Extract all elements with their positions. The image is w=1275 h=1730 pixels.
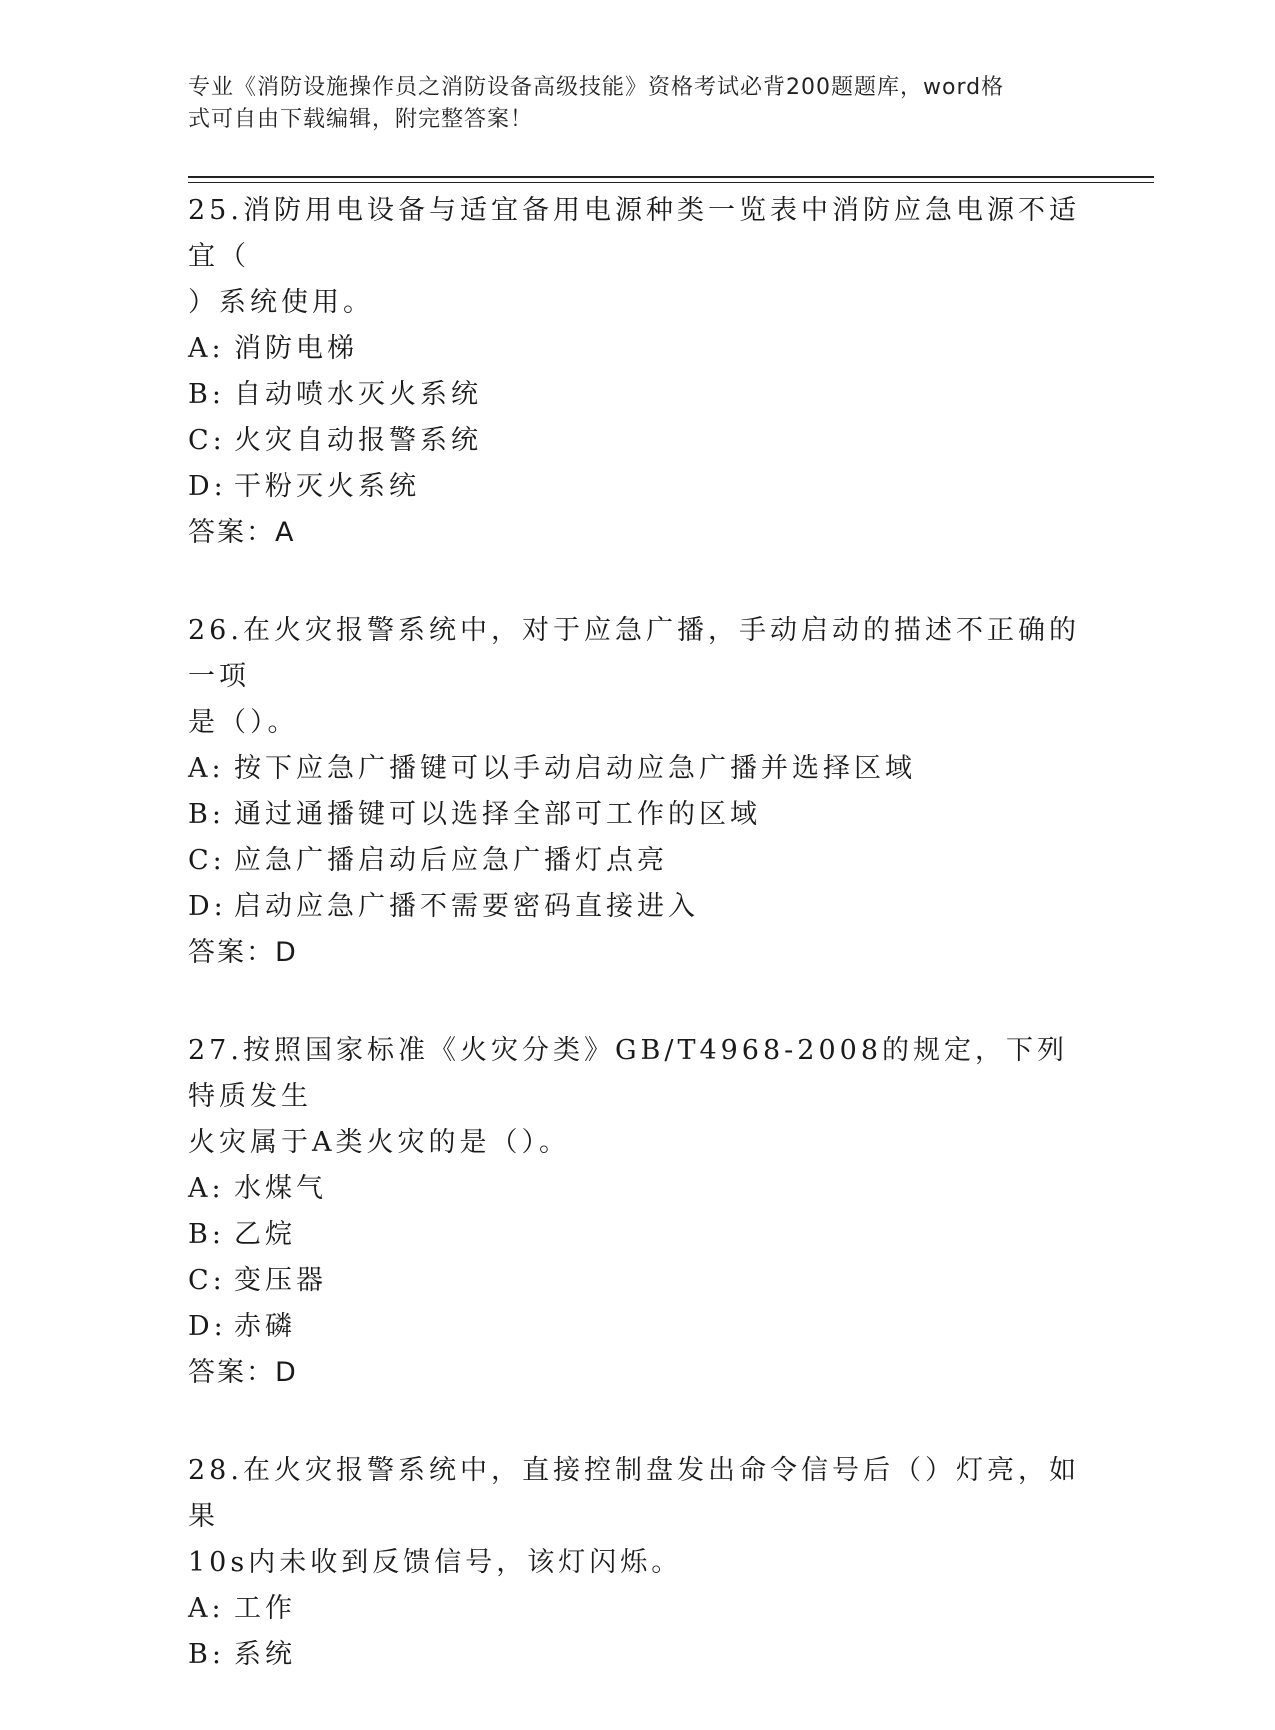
question-stem-line-2: 10s内未收到反馈信号，该灯闪烁。 bbox=[188, 1547, 683, 1578]
option-text: 消防电梯 bbox=[234, 333, 358, 364]
question-stem-line-2: ）系统使用。 bbox=[188, 287, 374, 318]
option-d bbox=[188, 1304, 1088, 1350]
question-stem-line-1: 26.在火灾报警系统中，对于应急广播，手动启动的描述不正确的一项 bbox=[188, 615, 1080, 692]
option-letter: A: bbox=[188, 333, 225, 364]
option-letter: C: bbox=[188, 845, 226, 876]
question-stem-line-1: 28.在火灾报警系统中，直接控制盘发出命令信号后（）灯亮，如果 bbox=[188, 1455, 1080, 1532]
question-25 bbox=[188, 188, 1088, 556]
question-list bbox=[188, 188, 1088, 1730]
option-text: 变压器 bbox=[234, 1265, 327, 1296]
option-text: 自动喷水灭火系统 bbox=[234, 379, 482, 410]
option-b bbox=[188, 372, 1088, 418]
option-c bbox=[188, 1258, 1088, 1304]
option-text: 系统 bbox=[234, 1639, 296, 1670]
option-a bbox=[188, 326, 1088, 372]
option-letter: A: bbox=[188, 753, 225, 784]
header-line-1: 专业《消防设施操作员之消防设备高级技能》资格考试必背200题题库，word格 bbox=[188, 75, 1005, 100]
option-letter: A: bbox=[188, 1173, 225, 1204]
question-27 bbox=[188, 1028, 1088, 1396]
option-letter: A: bbox=[188, 1593, 225, 1624]
question-stem bbox=[188, 1448, 1088, 1586]
option-text: 赤磷 bbox=[234, 1311, 296, 1342]
answer-line: 答案：A bbox=[188, 517, 296, 548]
header-divider-thin bbox=[188, 182, 1154, 183]
option-letter: B: bbox=[188, 799, 225, 830]
option-c bbox=[188, 418, 1088, 464]
option-letter: B: bbox=[188, 1639, 225, 1670]
option-text: 火灾自动报警系统 bbox=[234, 425, 482, 456]
question-stem-line-1: 27.按照国家标准《火灾分类》GB/T4968-2008的规定，下列特质发生 bbox=[188, 1035, 1069, 1112]
answer-line: 答案：D bbox=[188, 937, 298, 968]
option-c bbox=[188, 838, 1088, 884]
option-a bbox=[188, 746, 1088, 792]
document-header bbox=[188, 72, 1068, 136]
question-stem-line-1: 25.消防用电设备与适宜备用电源种类一览表中消防应急电源不适宜（ bbox=[188, 195, 1080, 272]
question-stem bbox=[188, 608, 1088, 746]
option-letter: C: bbox=[188, 425, 226, 456]
option-d bbox=[188, 884, 1088, 930]
option-letter: D: bbox=[188, 1311, 227, 1342]
option-letter: D: bbox=[188, 891, 227, 922]
option-text: 应急广播启动后应急广播灯点亮 bbox=[234, 845, 668, 876]
question-stem bbox=[188, 1028, 1088, 1166]
answer-line: 答案：D bbox=[188, 1357, 298, 1388]
option-text: 工作 bbox=[234, 1593, 296, 1624]
option-a bbox=[188, 1586, 1088, 1632]
question-stem-line-2: 火灾属于A类火灾的是（）。 bbox=[188, 1127, 570, 1158]
option-letter: B: bbox=[188, 1219, 225, 1250]
option-b bbox=[188, 1632, 1088, 1678]
option-letter: B: bbox=[188, 379, 225, 410]
option-b bbox=[188, 792, 1088, 838]
option-text: 通过通播键可以选择全部可工作的区域 bbox=[234, 799, 761, 830]
option-text: 水煤气 bbox=[234, 1173, 327, 1204]
option-b bbox=[188, 1212, 1088, 1258]
option-text: 乙烷 bbox=[234, 1219, 296, 1250]
header-line-2: 式可自由下载编辑，附完整答案！ bbox=[188, 107, 534, 132]
option-text: 按下应急广播键可以手动启动应急广播并选择区域 bbox=[234, 753, 916, 784]
option-letter: D: bbox=[188, 471, 227, 502]
question-28 bbox=[188, 1448, 1088, 1678]
header-divider-thick bbox=[188, 176, 1154, 178]
question-26 bbox=[188, 608, 1088, 976]
option-a bbox=[188, 1166, 1088, 1212]
option-letter: C: bbox=[188, 1265, 226, 1296]
question-stem bbox=[188, 188, 1088, 326]
option-text: 启动应急广播不需要密码直接进入 bbox=[234, 891, 699, 922]
option-text: 干粉灭火系统 bbox=[234, 471, 420, 502]
question-stem-line-2: 是（）。 bbox=[188, 707, 299, 738]
option-d bbox=[188, 464, 1088, 510]
